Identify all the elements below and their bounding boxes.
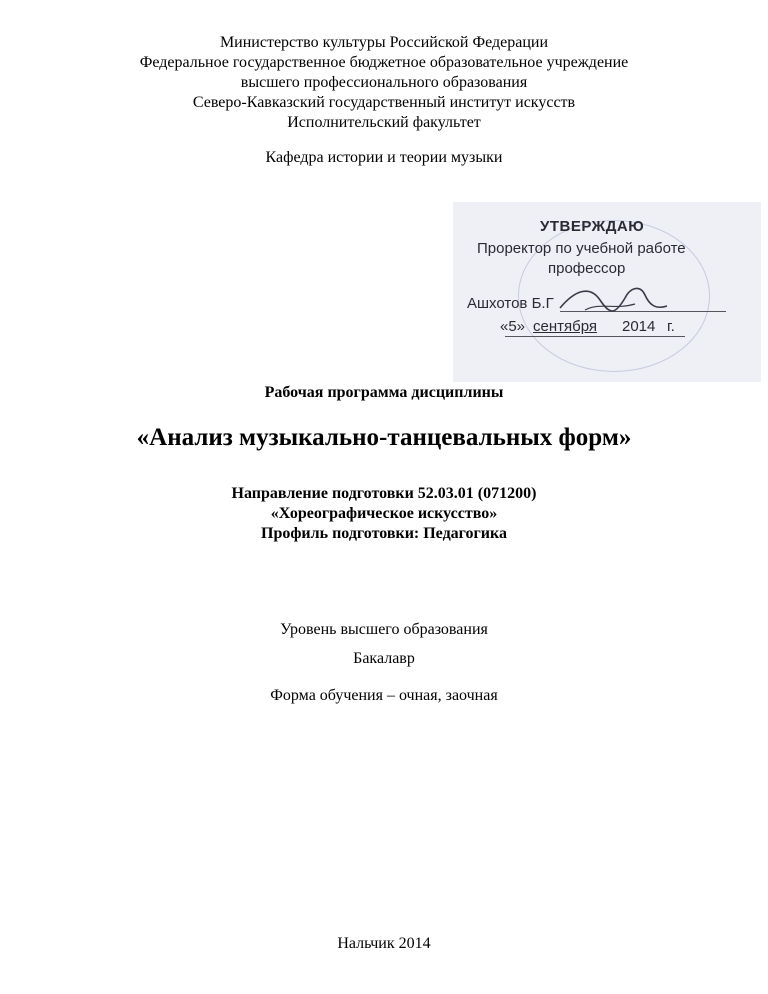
stamp-month: сентября	[533, 318, 598, 335]
stamp-year-suffix: г.	[667, 318, 675, 335]
stamp-signer-name: Ашхотов Б.Г	[467, 295, 554, 312]
direction-code: Направление подготовки 52.03.01 (071200)	[231, 485, 537, 502]
header-line-education-level: высшего профессионального образования	[240, 74, 528, 91]
education-level-label: Уровень высшего образования	[280, 621, 488, 638]
stamp-role: Проректор по учебной работе	[477, 240, 686, 257]
city-year: Нальчик 2014	[337, 935, 431, 952]
study-form: Форма обучения – очная, заочная	[270, 687, 498, 704]
date-line	[505, 336, 685, 337]
ministry-header	[0, 33, 768, 133]
direction-name: «Хореографическое искусство»	[270, 505, 498, 522]
direction-block	[0, 484, 768, 544]
program-label: Рабочая программа дисциплины	[264, 384, 504, 401]
stamp-day: «5»	[500, 318, 526, 335]
header-line-faculty: Исполнительский факультет	[287, 114, 481, 131]
stamp-title: профессор	[548, 260, 626, 277]
stamp-approve: УТВЕРЖДАЮ	[540, 218, 645, 235]
profile: Профиль подготовки: Педагогика	[261, 525, 507, 542]
header-line-ministry: Министерство культуры Российской Федерации	[219, 34, 549, 51]
stamp-year: 2014	[622, 318, 656, 335]
department-name: Кафедра истории и теории музыки	[265, 149, 503, 166]
header-line-institution-type: Федеральное государственное бюджетное образовательное учреждение	[139, 54, 629, 71]
education-level-value: Бакалавр	[353, 650, 415, 667]
header-line-institute: Северо-Кавказский государственный институт искусств	[192, 94, 576, 111]
discipline-title: «Анализ музыкально-танцевальных форм»	[136, 424, 632, 451]
handwritten-signature-icon	[555, 280, 675, 320]
